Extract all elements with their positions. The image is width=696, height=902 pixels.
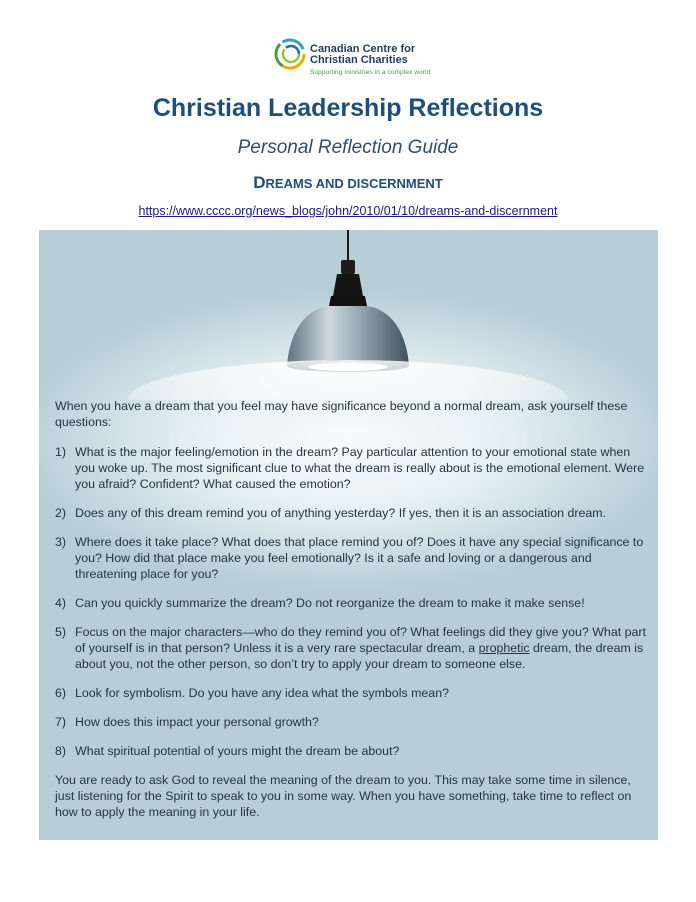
list-item [55, 534, 647, 582]
list-item-number: 4) [55, 596, 67, 610]
list-item [55, 595, 647, 611]
list-item-text-part: Focus on the major characters—who do they remind you of? What feelings did they give you? What part of yourself is in that person? Unless it is a very rare spectacular dream, a [75, 625, 646, 655]
list-item [55, 714, 647, 730]
list-item [55, 624, 647, 672]
list-item-number: 5) [55, 625, 67, 639]
reflection-text [55, 398, 647, 820]
section-heading [0, 173, 696, 193]
section-heading-initial: D [253, 173, 266, 192]
list-item-text: Does any of this dream remind you of anything yesterday? If yes, then it is an association dream. [75, 506, 607, 520]
list-item-text: Can you quickly summarize the dream? Do not reorganize the dream to make it make sense! [75, 596, 585, 610]
list-item-number: 2) [55, 506, 67, 520]
list-item [55, 685, 647, 701]
logo-name-line-2: Christian Charities [310, 54, 408, 66]
list-item [55, 505, 647, 521]
list-item-number: 8) [55, 744, 67, 758]
cccc-swirl-icon [272, 36, 308, 72]
logo-tagline: Supporting ministries in a complex world [310, 69, 431, 76]
list-item-text [75, 625, 646, 671]
list-item [55, 444, 647, 492]
list-item-text: How does this impact your personal growth? [75, 715, 319, 729]
hanging-lamp-image [39, 230, 658, 400]
question-list [55, 444, 647, 759]
lamp-background-panel [39, 230, 658, 840]
list-item-text: Look for symbolism. Do you have any idea what the symbols mean? [75, 686, 449, 700]
cccc-logo [272, 36, 462, 80]
list-item [55, 743, 647, 759]
section-heading-rest: REAMS AND DISCERNMENT [265, 176, 443, 191]
list-item-text: Where does it take place? What does that place remind you of? Does it have any special significance to you? How did that place make you feel emotionally? Is it a safe and loving or a dangerous and threatening place for you? [75, 535, 644, 581]
page-subtitle: Personal Reflection Guide [237, 137, 459, 158]
list-item-number: 6) [55, 686, 67, 700]
list-item-text-part: dream, the dream is about you, not the other person, so don’t try to apply your dream to someone else. [75, 641, 644, 671]
page-title: Christian Leadership Reflections [152, 94, 544, 122]
source-link[interactable]: https://www.cccc.org/news_blogs/john/2010/01/10/dreams-and-discernment [138, 204, 558, 218]
list-item-text: What spiritual potential of yours might the dream be about? [75, 744, 400, 758]
list-item-number: 3) [55, 535, 67, 549]
list-item-number: 1) [55, 445, 67, 459]
logo-name-line-1: Canadian Centre for [310, 43, 416, 55]
list-item-text: What is the major feeling/emotion in the dream? Pay particular attention to your emotional state when you woke up. The most significant clue to what the dream is really about is the emotional element. Were you afraid? Confident? What caused the emotion? [75, 445, 645, 491]
intro-paragraph: When you have a dream that you feel may have significance beyond a normal dream, ask yourself these questions: [55, 399, 628, 429]
list-item-number: 7) [55, 715, 67, 729]
closing-paragraph: You are ready to ask God to reveal the meaning of the dream to you. This may take some time in silence, just listening for the Spirit to speak to you in some way. When you have something, take time to reflect on how to apply the meaning in your life. [55, 773, 632, 819]
prophetic-underlined-word: prophetic [478, 641, 530, 655]
